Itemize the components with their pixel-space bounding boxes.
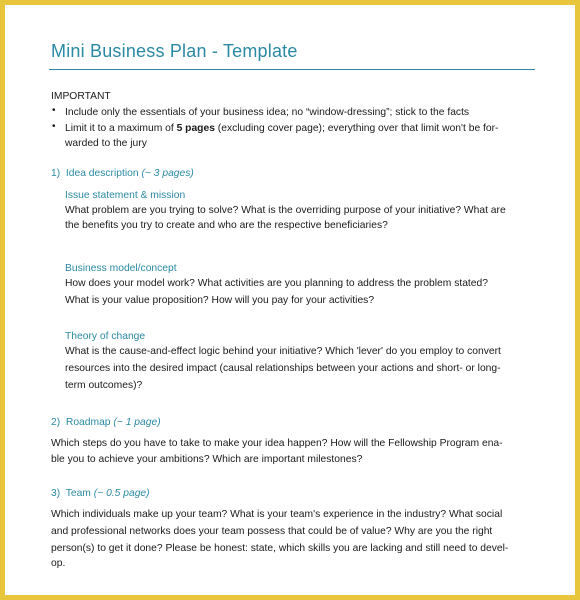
- section-2-number: 2): [51, 417, 61, 428]
- important-heading: IMPORTANT: [51, 91, 111, 102]
- section-1-length: (~ 3 pages): [141, 168, 194, 179]
- section-2-title: Roadmap: [65, 417, 111, 428]
- section-3-title: Team: [65, 488, 91, 499]
- bullet-dot: •: [52, 105, 56, 116]
- bullet-text: Include only the essentials of your business idea; no “window-dressing”; stick to the facts: [65, 107, 470, 118]
- team-line: Which individuals make up your team? What is your team's experience in the industry? What social: [51, 509, 503, 520]
- model-line: What is your value proposition? How will you pay for your activities?: [65, 295, 375, 306]
- title-underline: [49, 69, 535, 70]
- model-line: How does your model work? What activities are you planning to address the problem stated?: [65, 278, 488, 289]
- bullet-text-part: Limit it to a maximum of: [65, 123, 177, 134]
- issue-line: What problem are you trying to solve? What is the overriding purpose of your initiative? What are: [65, 205, 506, 216]
- bullet-text: [65, 121, 498, 136]
- change-line: term outcomes)?: [65, 380, 143, 391]
- section-1-heading: [51, 166, 194, 181]
- bullet-dot: •: [52, 121, 56, 132]
- change-line: What is the cause-and-effect logic behind your initiative? Which 'lever' do you employ to convert: [65, 346, 501, 357]
- model-heading: Business model/concept: [65, 263, 177, 274]
- section-1-title: Idea description: [65, 168, 139, 179]
- team-line: op.: [51, 558, 66, 569]
- issue-heading: Issue statement & mission: [65, 190, 186, 201]
- team-line: and professional networks does your team possess that could be of value? Why are you the right: [51, 526, 493, 537]
- roadmap-line: Which steps do you have to take to make your idea happen? How will the Fellowship Program ena-: [51, 438, 503, 449]
- section-3-heading: [51, 486, 150, 501]
- page-limit-bold: 5 pages: [176, 123, 215, 134]
- change-line: resources into the desired impact (causal relationships between your actions and short- or long-: [65, 363, 501, 374]
- section-3-number: 3): [51, 488, 61, 499]
- change-heading: Theory of change: [65, 331, 146, 342]
- section-3-length: (~ 0.5 page): [93, 488, 150, 499]
- team-line: person(s) to get it done? Please be honest: state, which skills you are lacking and still need to devel-: [51, 543, 509, 554]
- roadmap-line: ble you to achieve your ambitions? Which are important milestones?: [51, 454, 363, 465]
- section-2-heading: [51, 415, 161, 430]
- section-2-length: (~ 1 page): [113, 417, 161, 428]
- issue-line: the benefits you try to create and who are the respective beneficiaries?: [65, 220, 388, 231]
- bullet-text-continuation: warded to the jury: [65, 138, 147, 149]
- document-title: Mini Business Plan - Template: [51, 41, 298, 61]
- bullet-text-part: (excluding cover page); everything over that limit won't be for-: [214, 123, 499, 134]
- section-1-number: 1): [51, 168, 61, 179]
